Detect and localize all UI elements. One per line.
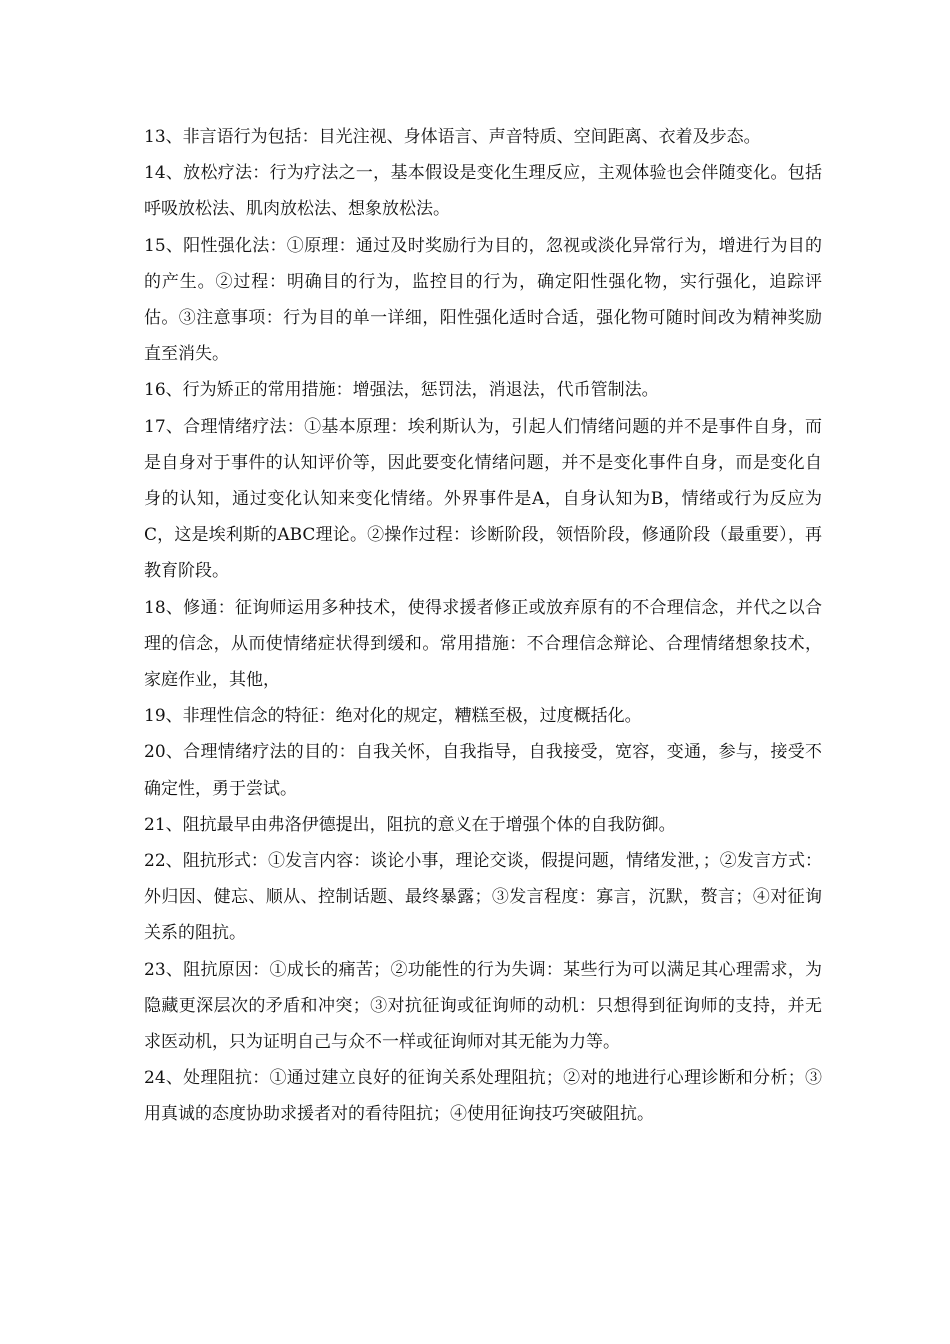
paragraph-16: 16、行为矫正的常用措施：增强法，惩罚法，消退法，代币管制法。	[144, 380, 659, 401]
document-body	[144, 119, 822, 1133]
paragraph-18: 18、修通：征询师运用多种技术，使得求援者修正或放弃原有的不合理信念，并代之以合理的信念，从而使情绪症状得到缓和。常用措施：不合理信念辩论、合理情绪想象技术，家庭作业，其他，	[144, 597, 822, 691]
paragraph-19: 19、非理性信念的特征：绝对化的规定，糟糕至极，过度概括化。	[144, 706, 642, 727]
paragraph-20: 20、合理情绪疗法的目的：自我关怀，自我指导，自我接受，宽容，变通，参与，接受不确定性，勇于尝试。	[144, 742, 822, 799]
paragraph-23: 23、阻抗原因：①成长的痛苦；②功能性的行为失调：某些行为可以满足其心理需求，为隐藏更深层次的矛盾和冲突；③对抗征询或征询师的动机：只想得到征询师的支持，并无求医动机，只为证明自己与众不一样或征询师对其无能为力等。	[144, 959, 822, 1053]
paragraph-15: 15、阳性强化法：①原理：通过及时奖励行为目的，忽视或淡化异常行为，增进行为目的的产生。②过程：明确目的行为，监控目的行为，确定阳性强化物，实行强化，追踪评估。③注意事项：行为目的单一详细，阳性强化适时合适，强化物可随时间改为精神奖励直至消失。	[144, 235, 822, 365]
paragraph-21: 21、阻抗最早由弗洛伊德提出，阻抗的意义在于增强个体的自我防御。	[144, 814, 676, 835]
paragraph-13: 13、非言语行为包括：目光注视、身体语言、声音特质、空间距离、衣着及步态。	[144, 127, 761, 147]
paragraph-24: 24、处理阻抗：①通过建立良好的征询关系处理阻抗；②对的地进行心理诊断和分析；③用真诚的态度协助求援者对的看待阻抗；④使用征询技巧突破阻抗。	[144, 1068, 822, 1125]
paragraph-22: 22、阻抗形式：①发言内容：谈论小事，理论交谈，假提问题，情绪发泄，；②发言方式：外归因、健忘、顺从、控制话题、最终暴露；③发言程度：寡言，沉默，赘言；④对征询关系的阻抗。	[144, 851, 822, 944]
paragraph-17: 17、合理情绪疗法：①基本原理：埃利斯认为，引起人们情绪问题的并不是事件自身，而是自身对于事件的认知评价等，因此要变化情绪问题，并不是变化事件自身，而是变化自身的认知，通过变化认知来变化情绪。外界事件是A，自身认知为B，情绪或行为反应为C，这是埃利斯的ABC理论。②操作过程：诊断阶段，领悟阶段，修通阶段（最重要），再教育阶段。	[144, 416, 822, 582]
paragraph-14: 14、放松疗法：行为疗法之一，基本假设是变化生理反应，主观体验也会伴随变化。包括呼吸放松法、肌肉放松法、想象放松法。	[144, 163, 822, 220]
